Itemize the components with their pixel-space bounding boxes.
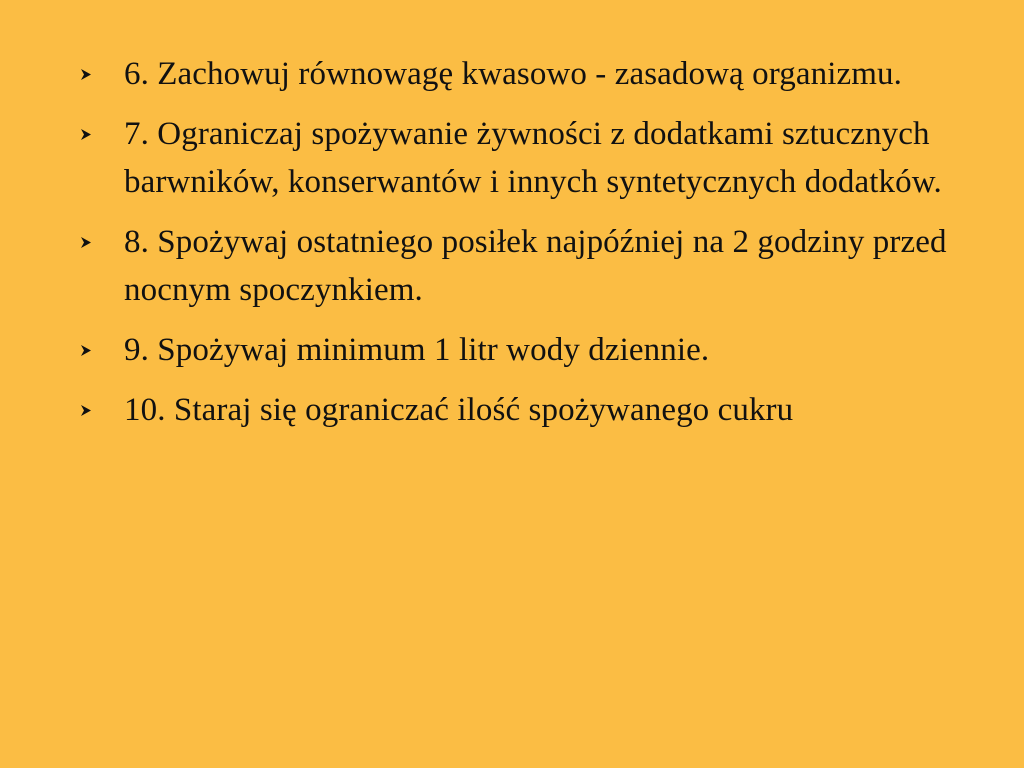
list-item: [80, 386, 970, 434]
list-item-text: 10. Staraj się ograniczać ilość spożywanego cukru: [124, 392, 794, 428]
list-item-text: 9. Spożywaj minimum 1 litr wody dziennie.: [124, 332, 710, 368]
arrowhead-bullet-icon: [80, 218, 124, 266]
list-item: [80, 50, 970, 98]
arrowhead-bullet-icon: [80, 110, 124, 158]
list-item-text: 6. Zachowuj równowagę kwasowo - zasadową organizmu.: [124, 56, 902, 92]
arrowhead-bullet-icon: [80, 326, 124, 374]
bullet-list: [80, 50, 970, 446]
arrowhead-bullet-icon: [80, 386, 124, 434]
arrowhead-bullet-icon: [80, 50, 124, 98]
list-item-text: 8. Spożywaj ostatniego posiłek najpóźniej na 2 godziny przed nocnym spoczynkiem.: [124, 224, 947, 308]
list-item: [80, 326, 970, 374]
list-item-text: 7. Ograniczaj spożywanie żywności z dodatkami sztucznych barwników, konserwantów i innych syntetycznych dodatków.: [124, 116, 942, 200]
list-item: [80, 110, 970, 206]
list-item: [80, 218, 970, 314]
